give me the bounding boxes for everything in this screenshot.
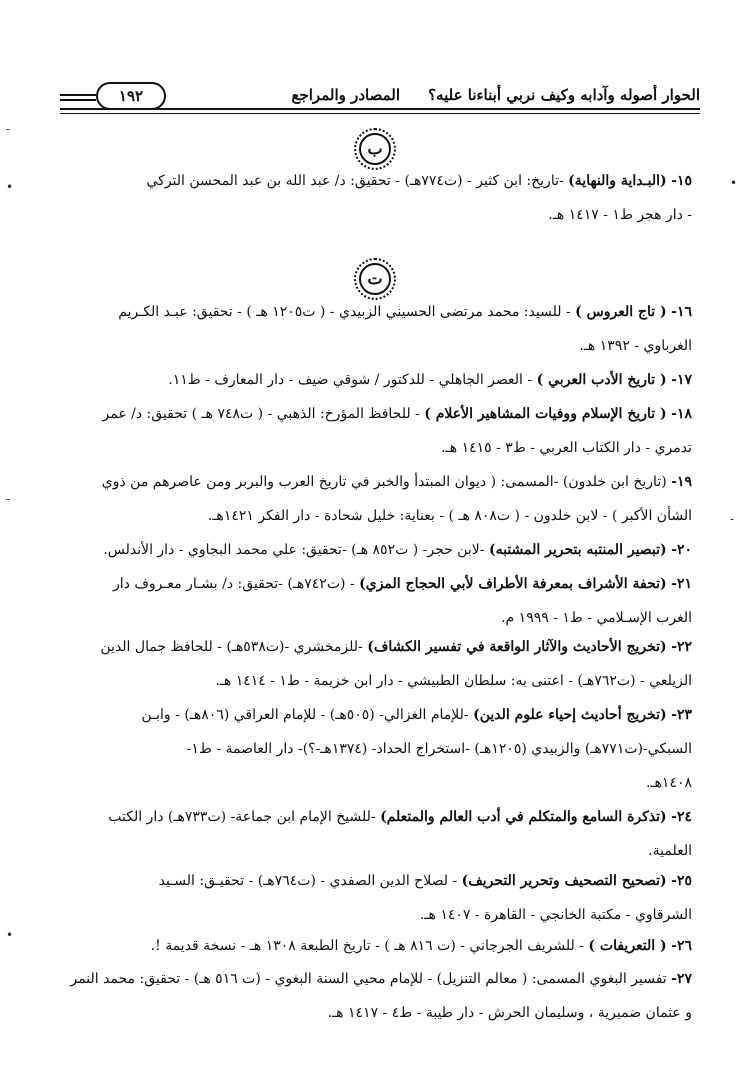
- entry-text: الشرقاوي - مكتبة الخانجي - القاهرة - ١٤٠٧ هـ.: [419, 907, 692, 923]
- reference-entry: [52, 962, 692, 1030]
- header-ornament-line: [60, 94, 96, 96]
- header-ornament-line: [60, 99, 96, 101]
- entry-number: ١٩-: [671, 474, 692, 490]
- entry-number: ٢٤-: [671, 809, 692, 825]
- entry-text: - العصر الجاهلي - للدكتور / شوقي ضيف - دار المعارف - ط١١.: [168, 372, 533, 388]
- scan-mark: •: [6, 180, 14, 194]
- reference-entry: [52, 397, 692, 465]
- entry-text: - لصلاح الدين الصفدي - (ت٧٦٤هـ) - تحقيـق: السـيد: [158, 873, 458, 889]
- reference-entry: [52, 363, 692, 397]
- book-title: الحوار أصوله وآدابه وكيف نربي أبناءنا عليه؟: [428, 86, 700, 104]
- section-letter-badge: [354, 258, 396, 300]
- entry-text: -لابن حجر- ( ت٨٥٢ هـ) -تحقيق: علي محمد البجاوي - دار الأندلس.: [103, 542, 485, 558]
- entry-number: ٢٠-: [671, 542, 692, 558]
- entry-text: السبكي-(ت٧٧١هـ) والزبيدي (١٢٠٥هـ) -استخراج الحداد- (١٣٧٤هـ-؟)- دار العاصمة - ط١-: [186, 741, 692, 757]
- entry-title: (تصحيح التصحيف وتحرير التحريف): [461, 873, 667, 889]
- reference-entry: [52, 533, 692, 567]
- entry-number: ٢٢-: [671, 639, 692, 655]
- reference-entry: [52, 295, 692, 363]
- entry-text: -للإمام الغزالي- (٥٠٥هـ) - للإمام العراقي (٨٠٦هـ) - وابـن: [141, 707, 469, 723]
- entry-text: تفسير البغوي المسمى: ( معالم التنزيل) - للإمام محيي السنة البغوي - (ت ٥١٦ هـ) - تحقيق: محمد النمر: [70, 971, 667, 987]
- entry-number: ١٥-: [671, 173, 692, 189]
- reference-entry: [52, 567, 692, 635]
- entry-text: -للشيخ الإمام ابن جماعة- (ت٧٣٣هـ) دار الكتب: [108, 809, 376, 825]
- section-letter: ت: [359, 263, 391, 295]
- reference-entry: [52, 864, 692, 932]
- entry-title: (تبصير المنتبه بتحرير المشتبه): [488, 542, 667, 558]
- entry-text: -للزمخشري -(ت٥٣٨هـ) - للحافظ جمال الدين: [100, 639, 363, 655]
- entry-title: (تخريج الأحاديث والآثار الواقعة في تفسير الكشاف): [367, 639, 667, 655]
- header-rule: [60, 113, 700, 114]
- header-rule: [60, 108, 700, 110]
- reference-entry: [52, 929, 692, 963]
- entry-text: الزيلعي - (ت٧٦٢هـ) - اعتنى به: سلطان الطبيشي - دار ابن خزيمة - ط١ - ١٤١٤ هـ.: [215, 673, 692, 689]
- section-title: المصادر والمراجع: [291, 86, 400, 104]
- entry-title: ( تاريخ الإسلام ووفيات المشاهير الأعلام ): [424, 406, 667, 422]
- entry-text: الشأن الأكبر ) - لابن خلدون - ( ت٨٠٨ هـ ) - بعناية: خليل شحادة - دار الفكر ١٤٢١هـ.: [207, 508, 692, 524]
- scan-mark: •: [6, 928, 14, 942]
- entry-text: الغرباوي - ١٣٩٢ هـ.: [579, 338, 692, 354]
- scan-mark: -: [730, 512, 735, 526]
- entry-number: ٢٣-: [671, 707, 692, 723]
- entry-number: ١٧-: [671, 372, 692, 388]
- entry-number: ١٦-: [671, 304, 692, 320]
- entry-text: العلمية.: [648, 843, 692, 859]
- entry-text: و عثمان ضميرية ، وسليمان الحرش - دار طيبة - ط٤ - ١٤١٧ هـ.: [327, 1005, 692, 1021]
- entry-text: - للشريف الجرجاني - (ت ٨١٦ هـ ) - تاريخ الطبعة ١٣٠٨ هـ - نسخة قديمة !.: [150, 938, 584, 954]
- entry-title: (تخريج أحاديث إحياء علوم الدين): [473, 707, 667, 723]
- reference-entry: [52, 465, 692, 533]
- reference-entry: [52, 800, 692, 868]
- entry-text: - للحافظ المؤرخ: الذهبي - ( ت٧٤٨ هـ ) تحقيق: د/ عمر: [102, 406, 420, 422]
- entry-text: - (ت٧٤٢هـ) -تحقيق: د/ بشـار معـروف دار: [113, 576, 355, 592]
- reference-entry: [52, 698, 692, 800]
- entry-title: (تذكرة السامع والمتكلم في أدب العالم والمتعلم): [380, 809, 667, 825]
- scan-mark: -: [6, 492, 11, 506]
- entry-number: ٢١-: [671, 576, 692, 592]
- entry-number: ٢٧-: [671, 971, 692, 987]
- scan-mark: -: [6, 122, 11, 136]
- entry-text: ١٤٠٨هـ.: [645, 775, 692, 791]
- entry-number: ٢٥-: [671, 873, 692, 889]
- section-letter: ب: [359, 133, 391, 165]
- entry-text: (تاريخ ابن خلدون) -المسمى: ( ديوان المبتدأ والخبر في تاريخ العرب والبربر ومن عاصرهم من ذوي: [101, 474, 667, 490]
- entry-text: - دار هجر ط١ - ١٤١٧ هـ.: [548, 207, 692, 223]
- reference-entry: [52, 630, 692, 698]
- entry-title: (تحفة الأشراف بمعرفة الأطراف لأبي الحجاج المزي): [359, 576, 667, 592]
- page-number: ١٩٢: [96, 82, 166, 110]
- entry-title: ( تاج العروس ): [575, 304, 667, 320]
- scan-mark: •: [730, 176, 738, 190]
- entry-title: ( التعريفات ): [588, 938, 667, 954]
- entry-text: الغرب الإسـلامي - ط١ - ١٩٩٩ م.: [501, 610, 692, 626]
- entry-number: ١٨-: [671, 406, 692, 422]
- entry-title: (البـداية والنهاية): [568, 173, 667, 189]
- entry-text: -تاريخ: ابن كثير - (ت٧٧٤هـ) - تحقيق: د/ عبد الله بن عبد المحسن التركي: [146, 173, 564, 189]
- entry-text: - للسيد: محمد مرتضى الحسيني الزبيدي - ( ت١٢٠٥ هـ ) - تحقيق: عبـد الكـريم: [118, 304, 571, 320]
- page-header: [60, 80, 700, 116]
- entry-number: ٢٦-: [671, 938, 692, 954]
- entry-text: تدمري - دار الكتاب العربي - ط٣ - ١٤١٥ هـ.: [441, 440, 692, 456]
- entry-title: ( تاريخ الأدب العربي ): [536, 372, 667, 388]
- reference-entry: [52, 164, 692, 232]
